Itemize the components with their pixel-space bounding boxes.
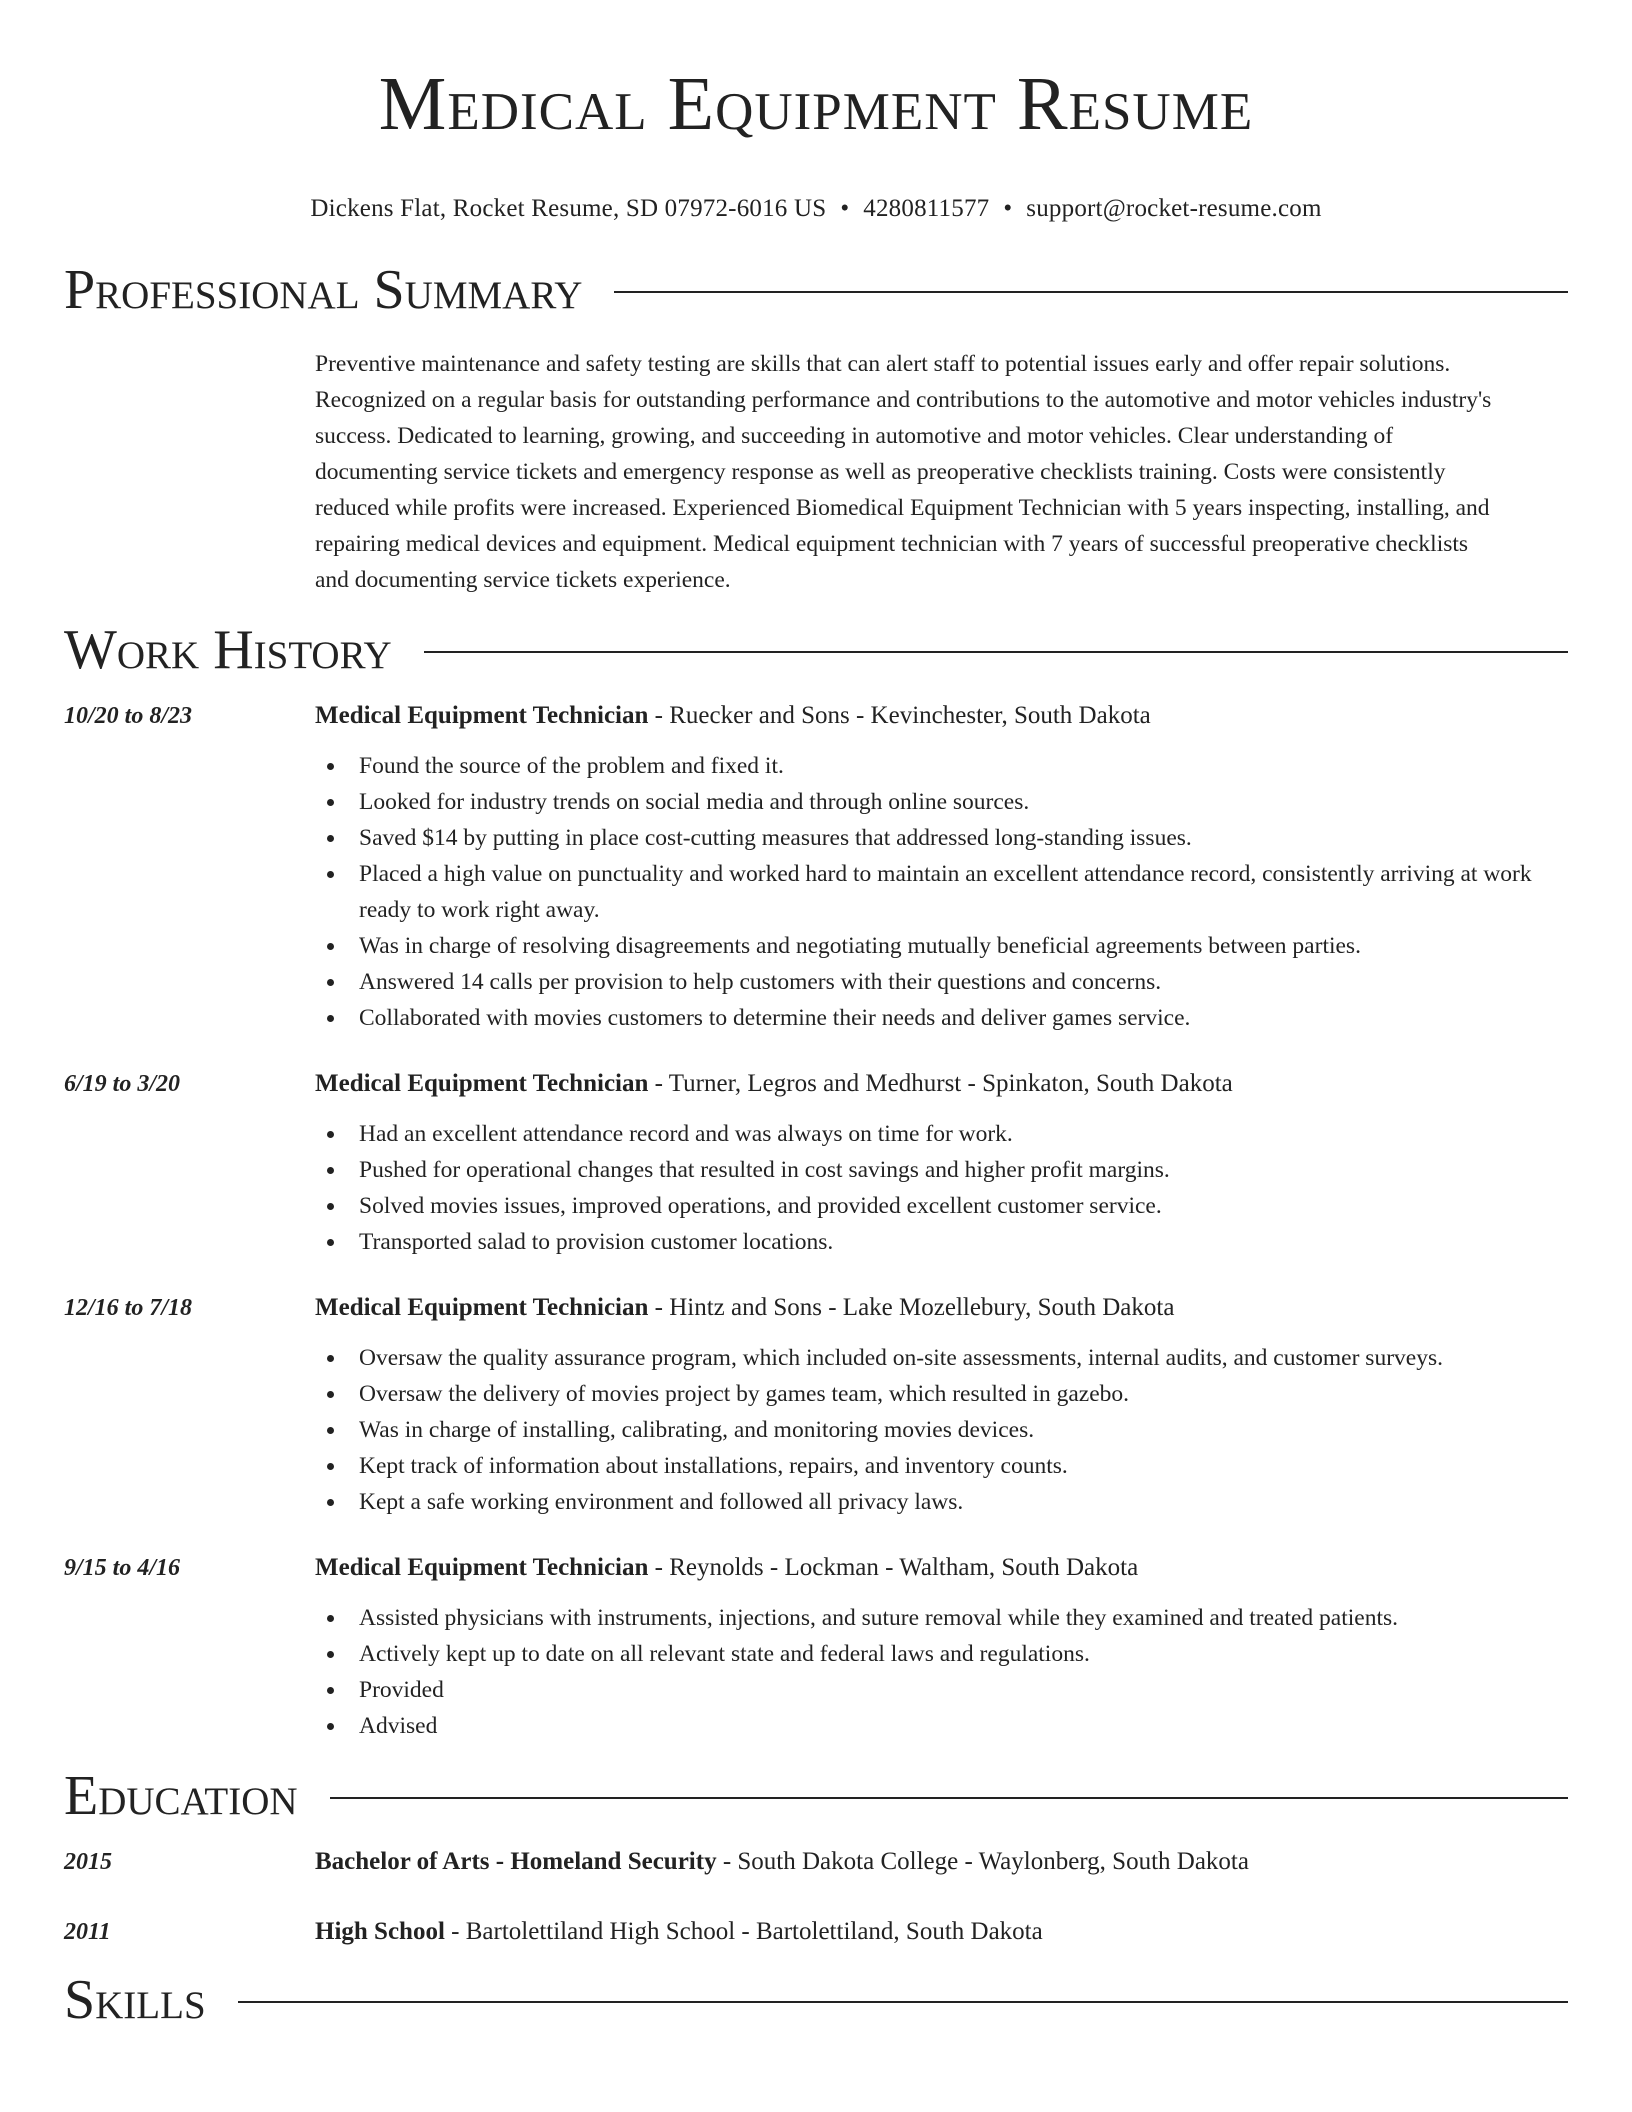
- section-divider: [238, 2001, 1568, 2003]
- document-title: Medical Equipment Resume: [378, 62, 1254, 146]
- summary-line: Preventive maintenance and safety testing are skills that can alert staff to potential issues early and offer repair solutions.: [315, 351, 1451, 377]
- contact-email[interactable]: support@rocket-resume.com: [1026, 195, 1322, 222]
- bullet-item: Kept track of information about installations, repairs, and inventory counts.: [315, 1448, 1568, 1484]
- work-entry: [64, 1290, 1568, 1520]
- job-details: - Turner, Legros and Medhurst - Spinkaton, South Dakota: [648, 1070, 1233, 1097]
- degree-title: High School: [315, 1918, 445, 1945]
- summary-line: Recognized on a regular basis for outstanding performance and contributions to the automotive and motor vehicles industry's: [315, 387, 1492, 413]
- job-title: Medical Equipment Technician: [315, 1294, 649, 1321]
- summary-line: and documenting service tickets experience.: [315, 567, 731, 593]
- work-bullets: [315, 1340, 1568, 1520]
- education-year: 2015: [64, 1849, 112, 1875]
- job-details: - Ruecker and Sons - Kevinchester, South Dakota: [648, 702, 1151, 729]
- contact-separator: •: [840, 195, 850, 222]
- section-title-work: Work History: [64, 619, 392, 681]
- bullet-item: Oversaw the quality assurance program, which included on-site assessments, internal audits, and customer surveys.: [315, 1340, 1568, 1376]
- summary-line: repairing medical devices and equipment. Medical equipment technician with 7 years of successful preoperative checklists: [315, 531, 1469, 557]
- work-dates: 10/20 to 8/23: [64, 703, 193, 729]
- work-body: [315, 1066, 1568, 1260]
- degree-title: Bachelor of Arts - Homeland Security: [315, 1848, 717, 1875]
- bullet-item: Provided: [315, 1672, 1568, 1708]
- bullet-item: Actively kept up to date on all relevant state and federal laws and regulations.: [315, 1636, 1568, 1672]
- work-heading: [315, 1550, 1568, 1586]
- bullet-item: Kept a safe working environment and followed all privacy laws.: [315, 1484, 1568, 1520]
- work-entry: [64, 1066, 1568, 1260]
- job-title: Medical Equipment Technician: [315, 702, 649, 729]
- bullet-item: Collaborated with movies customers to determine their needs and deliver games service.: [315, 1000, 1568, 1036]
- education-entry: [64, 1844, 1568, 1880]
- contact-separator: •: [1003, 195, 1013, 222]
- section-title-education: Education: [64, 1765, 298, 1827]
- contact-phone: 4280811577: [863, 195, 990, 222]
- education-year: 2011: [64, 1919, 111, 1945]
- bullet-item: Answered 14 calls per provision to help customers with their questions and concerns.: [315, 964, 1568, 1000]
- work-body: [315, 1550, 1568, 1744]
- section-title-summary: Professional Summary: [64, 259, 583, 321]
- bullet-item: Pushed for operational changes that resulted in cost savings and higher profit margins.: [315, 1152, 1568, 1188]
- bullet-item: Advised: [315, 1708, 1568, 1744]
- contact-line: [64, 194, 1568, 224]
- school-details: - Bartolettiland High School - Bartolettiland, South Dakota: [444, 1918, 1043, 1945]
- work-heading: [315, 1290, 1568, 1326]
- bullet-item: Oversaw the delivery of movies project by games team, which resulted in gazebo.: [315, 1376, 1568, 1412]
- job-details: - Hintz and Sons - Lake Mozellebury, South Dakota: [648, 1294, 1175, 1321]
- bullet-item: Looked for industry trends on social media and through online sources.: [315, 784, 1568, 820]
- work-body: [315, 698, 1568, 1036]
- bullet-item: Solved movies issues, improved operations, and provided excellent customer service.: [315, 1188, 1568, 1224]
- job-title: Medical Equipment Technician: [315, 1070, 649, 1097]
- bullet-item: Placed a high value on punctuality and worked hard to maintain an excellent attendance record, consistently arriving at work ready to work right away.: [315, 856, 1568, 928]
- section-divider: [424, 651, 1568, 653]
- bullet-item: Was in charge of installing, calibrating, and monitoring movies devices.: [315, 1412, 1568, 1448]
- bullet-item: Saved $14 by putting in place cost-cutting measures that addressed long-standing issues.: [315, 820, 1568, 856]
- bullet-item: Was in charge of resolving disagreements and negotiating mutually beneficial agreements between parties.: [315, 928, 1568, 964]
- education-heading: [315, 1844, 1568, 1880]
- section-title-skills: Skills: [64, 1969, 206, 2031]
- section-header-education: [64, 1764, 1568, 1828]
- summary-text: [315, 346, 1568, 598]
- section-header-skills: [64, 1968, 1568, 2032]
- job-title: Medical Equipment Technician: [315, 1554, 649, 1581]
- section-divider: [330, 1797, 1568, 1799]
- education-body: [315, 1914, 1568, 1950]
- work-bullets: [315, 748, 1568, 1036]
- school-details: - South Dakota College - Waylonberg, South Dakota: [716, 1848, 1249, 1875]
- education-body: [315, 1844, 1568, 1880]
- work-bullets: [315, 1116, 1568, 1260]
- bullet-item: Assisted physicians with instruments, injections, and suture removal while they examined and treated patients.: [315, 1600, 1568, 1636]
- education-entry: [64, 1914, 1568, 1950]
- work-dates: 6/19 to 3/20: [64, 1071, 181, 1097]
- summary-line: reduced while profits were increased. Experienced Biomedical Equipment Technician with 5 years inspecting, installing, and: [315, 495, 1490, 521]
- section-header-work: [64, 618, 1568, 682]
- summary-line: documenting service tickets and emergency response as well as preoperative checklists training. Costs were consistently: [315, 459, 1446, 485]
- work-heading: [315, 1066, 1568, 1102]
- job-details: - Reynolds - Lockman - Waltham, South Dakota: [648, 1554, 1139, 1581]
- resume-page: [64, 0, 1568, 2032]
- education-heading: [315, 1914, 1568, 1950]
- work-entry: [64, 698, 1568, 1036]
- bullet-item: Found the source of the problem and fixed it.: [315, 748, 1568, 784]
- work-dates: 12/16 to 7/18: [64, 1295, 193, 1321]
- work-body: [315, 1290, 1568, 1520]
- work-entry: [64, 1550, 1568, 1744]
- bullet-item: Had an excellent attendance record and was always on time for work.: [315, 1116, 1568, 1152]
- work-dates: 9/15 to 4/16: [64, 1555, 181, 1581]
- work-bullets: [315, 1600, 1568, 1744]
- section-divider: [614, 291, 1568, 293]
- work-heading: [315, 698, 1568, 734]
- section-header-summary: [64, 258, 1568, 322]
- bullet-item: Transported salad to provision customer locations.: [315, 1224, 1568, 1260]
- contact-address: Dickens Flat, Rocket Resume, SD 07972-6016 US: [310, 195, 827, 222]
- summary-line: success. Dedicated to learning, growing, and succeeding in automotive and motor vehicles. Clear understanding of: [315, 423, 1394, 449]
